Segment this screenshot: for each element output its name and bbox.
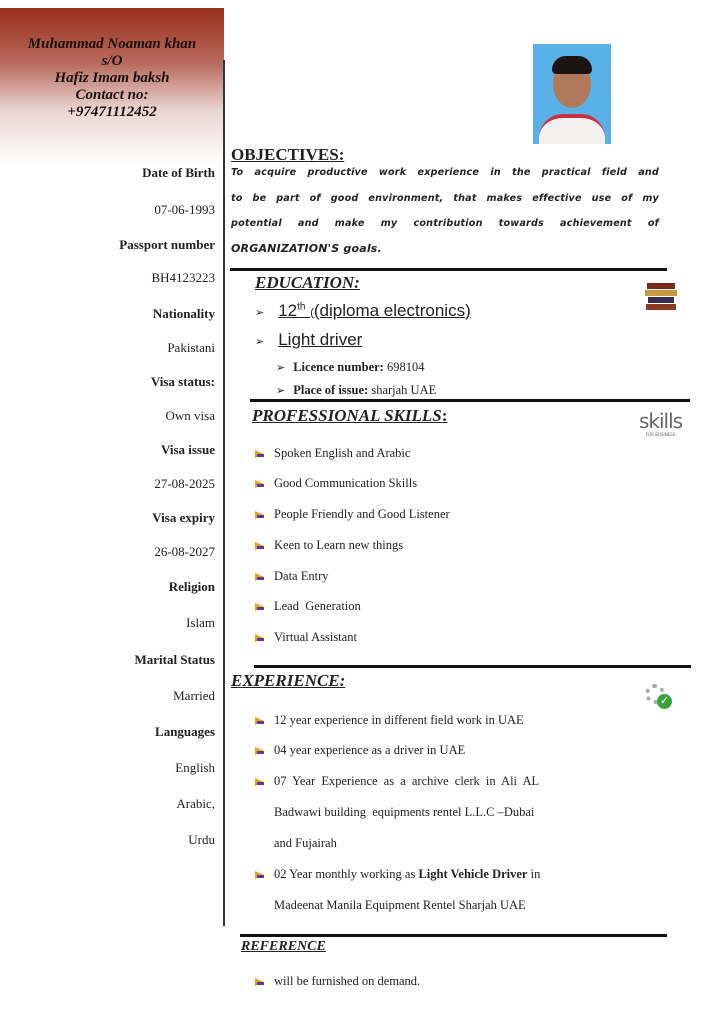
bullet-icon: [255, 450, 267, 459]
bullet-icon: [255, 634, 267, 643]
objective-line: to be part of good environment, that makes effective use of my: [231, 193, 659, 204]
skill-item: Spoken English and Arabic: [255, 446, 410, 461]
education-item: ➢ Light driver: [255, 330, 363, 349]
language-english: English: [175, 760, 215, 775]
licence-number: ➢ Licence number: 698104: [276, 360, 425, 374]
visa-status-label: Visa status:: [150, 374, 215, 389]
name: Muhammad Noaman khan: [27, 36, 197, 52]
language-arabic: Arabic,: [176, 796, 215, 811]
bullet-icon: [255, 480, 267, 489]
marital-value: Married: [173, 688, 215, 703]
education-heading: EDUCATION:: [255, 273, 360, 292]
nationality-label: Nationality: [152, 306, 215, 321]
skills-heading: PROFESSIONAL SKILLS:: [252, 406, 448, 425]
divider: [250, 399, 690, 402]
skill-item: People Friendly and Good Listener: [255, 507, 450, 522]
passport-value: BH4123223: [151, 270, 215, 285]
objectives-heading: OBJECTIVES:: [231, 145, 345, 164]
languages-label: Languages: [155, 724, 215, 739]
experience-item: 07 Year Experience as a archive clerk in Ali AL: [255, 774, 565, 789]
skill-item: Lead Generation: [255, 599, 361, 614]
objective-line: potential and make my contribution towards achievement of: [231, 218, 659, 229]
visa-issue-value: 27-08-2025: [154, 476, 215, 491]
nationality-value: Pakistani: [167, 340, 215, 355]
bullet-icon: [255, 871, 267, 880]
skills-logo: skills FOR BUSINESS: [639, 409, 683, 437]
objective-line: To acquire productive work experience in the practical field and: [231, 167, 659, 178]
passport-label: Passport number: [119, 237, 215, 252]
bullet-icon: [255, 511, 267, 520]
experience-heading: EXPERIENCE:: [231, 671, 346, 690]
bullet-icon: [255, 717, 267, 726]
experience-item-cont: Badwawi building equipments rentel L.L.C –Dubai: [274, 805, 535, 819]
experience-item-cont: and Fujairah: [274, 836, 337, 850]
visa-status-value: Own visa: [165, 408, 215, 423]
divider: [254, 665, 691, 668]
reference-heading: REFERENCE: [241, 939, 326, 954]
reference-item: will be furnished on demand.: [255, 974, 420, 989]
religion-value: Islam: [186, 615, 215, 630]
religion-label: Religion: [168, 579, 215, 594]
contact-number: +97471112452: [67, 104, 157, 120]
skill-item: Virtual Assistant: [255, 630, 357, 645]
skill-item: Keen to Learn new things: [255, 538, 403, 553]
marital-label: Marital Status: [134, 652, 215, 667]
skill-item: Good Communication Skills: [255, 476, 417, 491]
father-name: Hafiz Imam baksh: [54, 70, 170, 86]
bullet-icon: [255, 978, 267, 987]
bullet-icon: [255, 778, 267, 787]
experience-item-cont: Madeenat Manila Equipment Rentel Sharjah UAE: [274, 898, 526, 912]
experience-item: 04 year experience as a driver in UAE: [255, 743, 565, 758]
bullet-icon: [255, 603, 267, 612]
visa-expiry-value: 26-08-2027: [154, 544, 215, 559]
dob-value: 07-06-1993: [154, 202, 215, 217]
gear-check-icon: ✓: [645, 684, 673, 712]
column-divider: [223, 60, 225, 926]
visa-expiry-label: Visa expiry: [152, 510, 215, 525]
divider: [230, 268, 667, 271]
bullet-icon: [255, 747, 267, 756]
divider: [240, 934, 667, 937]
dob-label: Date of Birth: [142, 165, 215, 180]
name-header: [0, 8, 224, 166]
experience-item: 12 year experience in different field work in UAE: [255, 713, 565, 728]
skill-item: Data Entry: [255, 569, 329, 584]
objective-line: ORGANIZATION'S goals.: [231, 242, 382, 255]
profile-photo: [533, 44, 611, 144]
books-icon: [645, 282, 677, 312]
place-of-issue: ➢ Place of issue: sharjah UAE: [276, 383, 437, 397]
education-item: ➢ 12th ((diploma electronics): [255, 301, 471, 320]
bullet-icon: [255, 573, 267, 582]
contact-label: Contact no:: [75, 87, 149, 103]
relation: s/O: [101, 53, 123, 69]
bullet-icon: [255, 542, 267, 551]
visa-issue-label: Visa issue: [160, 442, 215, 457]
language-urdu: Urdu: [188, 832, 215, 847]
experience-item: 02 Year monthly working as Light Vehicle Driver in: [255, 867, 565, 882]
